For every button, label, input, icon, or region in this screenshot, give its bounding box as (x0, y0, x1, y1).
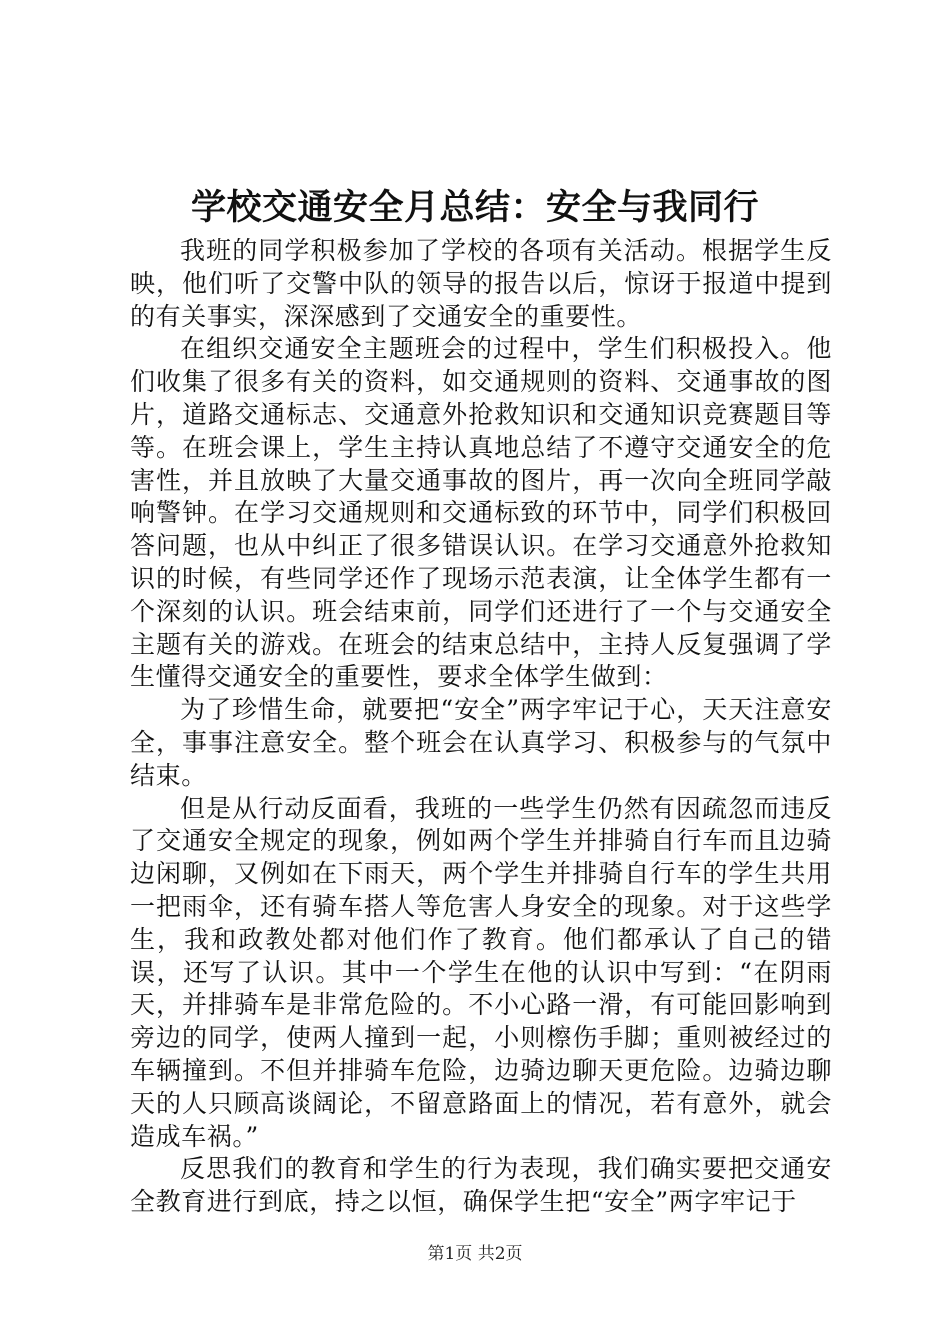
paragraph-1: 我班的同学积极参加了学校的各项有关活动。根据学生反映，他们听了交警中队的领导的报告以后，惊讶于报道中提到的有关事实，深深感到了交通安全的重要性。 (130, 236, 832, 331)
page-number-footer: 第1页 共2页 (427, 1244, 523, 1264)
document-body (130, 235, 832, 1219)
paragraph-3: 为了珍惜生命，就要把“安全”两字牢记于心，天天注意安全，事事注意安全。整个班会在认真学习、积极参与的气氛中结束。 (130, 695, 832, 790)
paragraph-2: 在组织交通安全主题班会的过程中，学生们积极投入。他们收集了很多有关的资料，如交通规则的资料、交通事故的图片，道路交通标志、交通意外抢救知识和交通知识竞赛题目等等。在班会课上，学生主持认真地总结了不遵守交通安全的危害性，并且放映了大量交通事故的图片，再一次向全班同学敲响警钟。在学习交通规则和交通标致的环节中，同学们积极回答问题，也从中纠正了很多错误认识。在学习交通意外抢救知识的时候，有些同学还作了现场示范表演，让全体学生都有一个深刻的认识。班会结束前，同学们还进行了一个与交通安全主题有关的游戏。在班会的结束总结中，主持人反复强调了学生懂得交通安全的重要性，要求全体学生做到： (130, 334, 832, 692)
document-title: 学校交通安全月总结：安全与我同行 (190, 187, 759, 228)
paragraph-4: 但是从行动反面看，我班的一些学生仍然有因疏忽而违反了交通安全规定的现象，例如两个学生并排骑自行车而且边骑边闲聊，又例如在下雨天，两个学生并排骑自行车的学生共用一把雨伞，还有骑车搭人等危害人身安全的现象。对于这些学生，我和政教处都对他们作了教育。他们都承认了自己的错误，还写了认识。其中一个学生在他的认识中写到：“在阴雨天，并排骑车是非常危险的。不小心路一滑，有可能回影响到旁边的同学，使两人撞到一起，小则檫伤手脚；重则被经过的车辆撞到。不但并排骑车危险，边骑边聊天更危险。边骑边聊天的人只顾高谈阔论，不留意路面上的情况，若有意外，就会造成车祸。” (130, 793, 832, 1151)
paragraph-5: 反思我们的教育和学生的行为表现，我们确实要把交通安全教育进行到底，持之以恒，确保学生把“安全”两字牢记于 (130, 1154, 832, 1217)
